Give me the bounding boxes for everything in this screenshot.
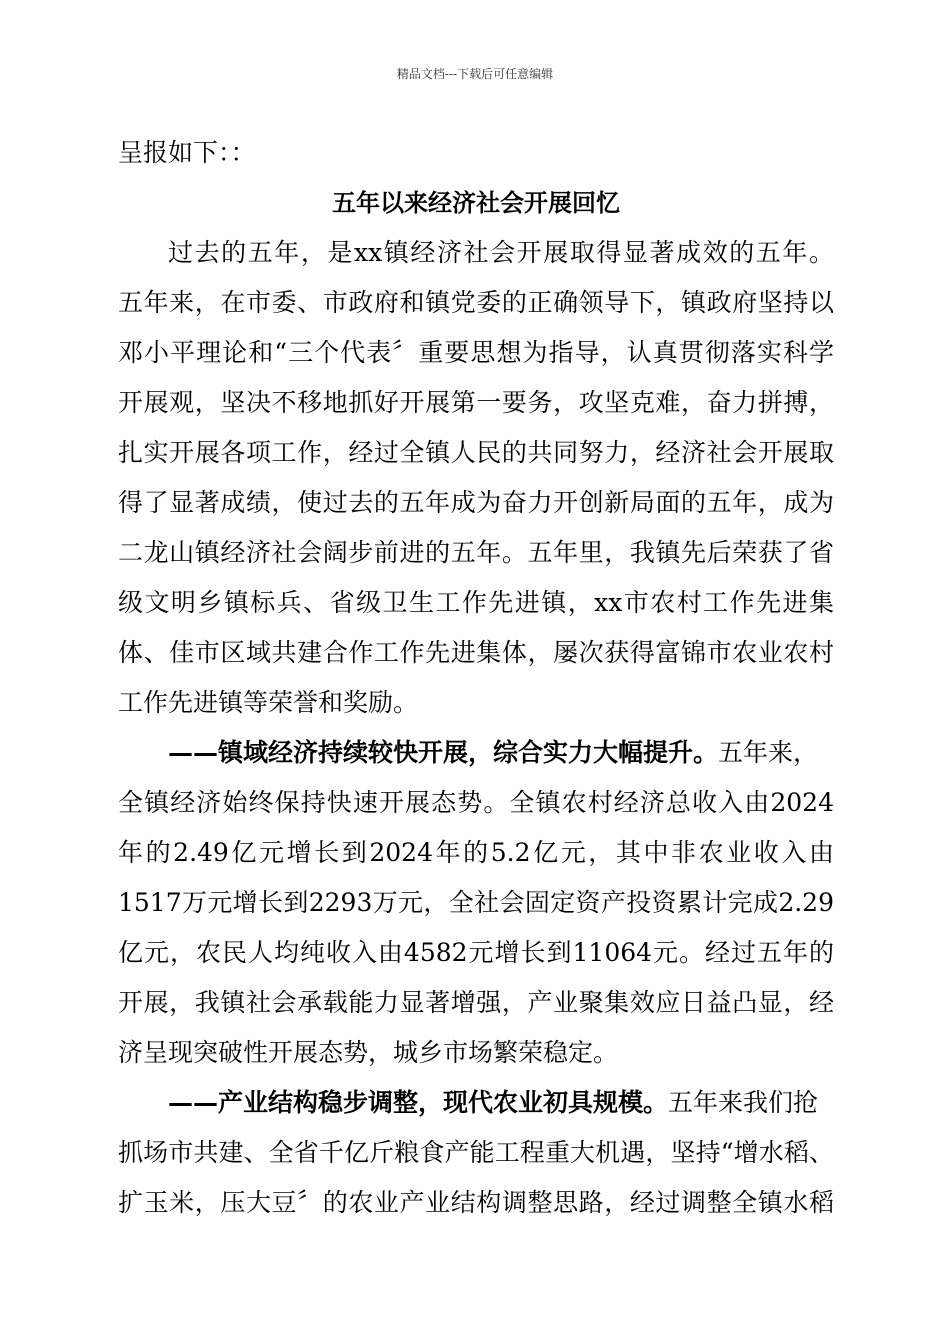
paragraph-economy — [118, 728, 834, 1078]
document-title: 五年以来经济社会开展回忆 — [332, 189, 620, 217]
paragraph-text: 五年来， — [718, 738, 819, 767]
paragraph-line: 工作先进镇等荣誉和奖励。 — [118, 688, 419, 717]
paragraph-line: 抓场市共建、全省千亿斤粮食产能工程重大机遇，坚持“增水稻、 — [118, 1138, 834, 1167]
intro-line: 呈报如下：： — [118, 138, 256, 167]
paragraph-line: 得了显著成绩，使过去的五年成为奋力开创新局面的五年，成为 — [118, 488, 834, 517]
paragraph-line — [118, 1078, 834, 1128]
paragraph-line: 全镇经济始终保持快速开展态势。全镇农村经济总收入由2024 — [118, 788, 834, 817]
page-header-note: 精品文档---下载后可任意编辑 — [396, 67, 554, 81]
paragraph-line — [118, 728, 834, 778]
paragraph-line: 扩玉米，压大豆〞的农业产业结构调整思路，经过调整全镇水稻 — [118, 1188, 834, 1217]
paragraph-line: 开展观，坚决不移地抓好开展第一要务，攻坚克难，奋力拼搏， — [118, 388, 834, 417]
document-body — [118, 128, 834, 1228]
paragraph-line: 邓小平理论和“三个代表〞重要思想为指导，认真贯彻落实科学 — [118, 338, 834, 367]
paragraph-line: 体、佳市区域共建合作工作先进集体，屡次获得富锦市农业农村 — [118, 638, 834, 667]
paragraph-review-overview — [118, 228, 834, 728]
paragraph-line: 级文明乡镇标兵、省级卫生工作先进镇，xx市农村工作先进集 — [118, 588, 834, 617]
paragraph-line: 开展，我镇社会承载能力显著增强，产业聚集效应日益凸显，经 — [118, 988, 834, 1017]
paragraph-line: 年的2.49亿元增长到2024年的5.2亿元，其中非农业收入由 — [118, 838, 834, 867]
paragraph-line: 亿元，农民人均纯收入由4582元增长到11064元。经过五年的 — [118, 938, 834, 967]
paragraph-line: 过去的五年，是xx镇经济社会开展取得显著成效的五年。 — [168, 238, 834, 267]
paragraph-line: 济呈现突破性开展态势，城乡市场繁荣稳定。 — [118, 1038, 619, 1067]
paragraph-industry — [118, 1078, 834, 1228]
paragraph-line: 二龙山镇经济社会阔步前进的五年。五年里，我镇先后荣获了省 — [118, 538, 834, 567]
paragraph-text: 五年来我们抢 — [668, 1088, 819, 1117]
paragraph-line: 五年来，在市委、市政府和镇党委的正确领导下，镇政府坚持以 — [118, 288, 834, 317]
section-heading-industry: ——产业结构稳步调整，现代农业初具规模。 — [168, 1088, 669, 1117]
paragraph-line: 1517万元增长到2293万元，全社会固定资产投资累计完成2.29 — [118, 888, 834, 917]
section-heading-economy: ——镇域经济持续较快开展，综合实力大幅提升。 — [168, 738, 719, 767]
paragraph-line: 扎实开展各项工作，经过全镇人民的共同努力，经济社会开展取 — [118, 438, 834, 467]
